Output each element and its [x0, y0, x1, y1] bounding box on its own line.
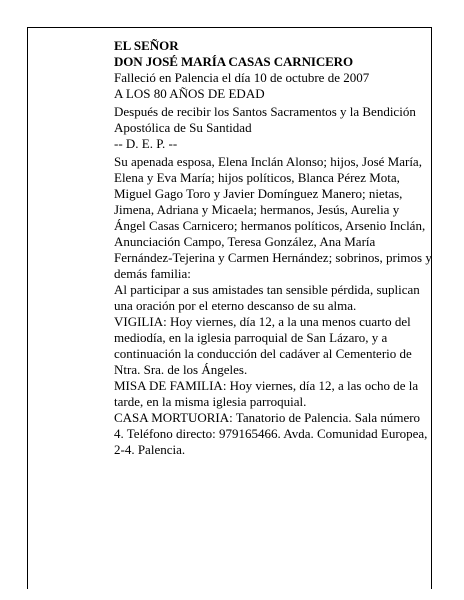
vigil-info: VIGILIA: Hoy viernes, día 12, a la una menos cuarto del mediodía, en la iglesia parroquial de San Lázaro, y a continuación la conducción del cadáver al Cementerio de Ntra. Sra. de los Ángeles.: [114, 314, 412, 377]
obituary-notice: [114, 38, 432, 458]
sacraments-statement: Después de recibir los Santos Sacramentos y la Bendición Apostólica de Su Santidad: [114, 104, 416, 135]
notice-header: EL SEÑOR: [114, 38, 179, 53]
family-list: Su apenada esposa, Elena Inclán Alonso; hijos, José María, Elena y Eva María; hijos políticos, Blanca Pérez Mota, Miguel Gago Toro y Javier Domínguez Manero; nietas, Jimena, Adriana y Micaela; hermanos, Jesús, Aurelia y Ángel Casas Carnicero; hermanos políticos, Arsenio Inclán, Anunciación Campo, Teresa González, Ana María Fernández-Tejerina y Carmen Hernández; sobrinos, primos y demás familia:: [114, 154, 432, 281]
deceased-name: DON JOSÉ MARÍA CASAS CARNICERO: [114, 54, 353, 69]
family-mass-info: MISA DE FAMILIA: Hoy viernes, día 12, a las ocho de la tarde, en la misma iglesia parroquial.: [114, 378, 419, 409]
rip-line: -- D. E. P. --: [114, 136, 178, 151]
prayer-request: Al participar a sus amistades tan sensible pérdida, suplican una oración por el eterno descanso de su alma.: [114, 282, 420, 313]
funeral-home-info: CASA MORTUORIA: Tanatorio de Palencia. Sala número 4. Teléfono directo: 979165466. Avda. Comunidad Europea, 2-4. Palencia.: [114, 410, 428, 457]
age-statement: A LOS 80 AÑOS DE EDAD: [114, 86, 265, 101]
death-statement: Falleció en Palencia el día 10 de octubre de 2007: [114, 70, 370, 85]
